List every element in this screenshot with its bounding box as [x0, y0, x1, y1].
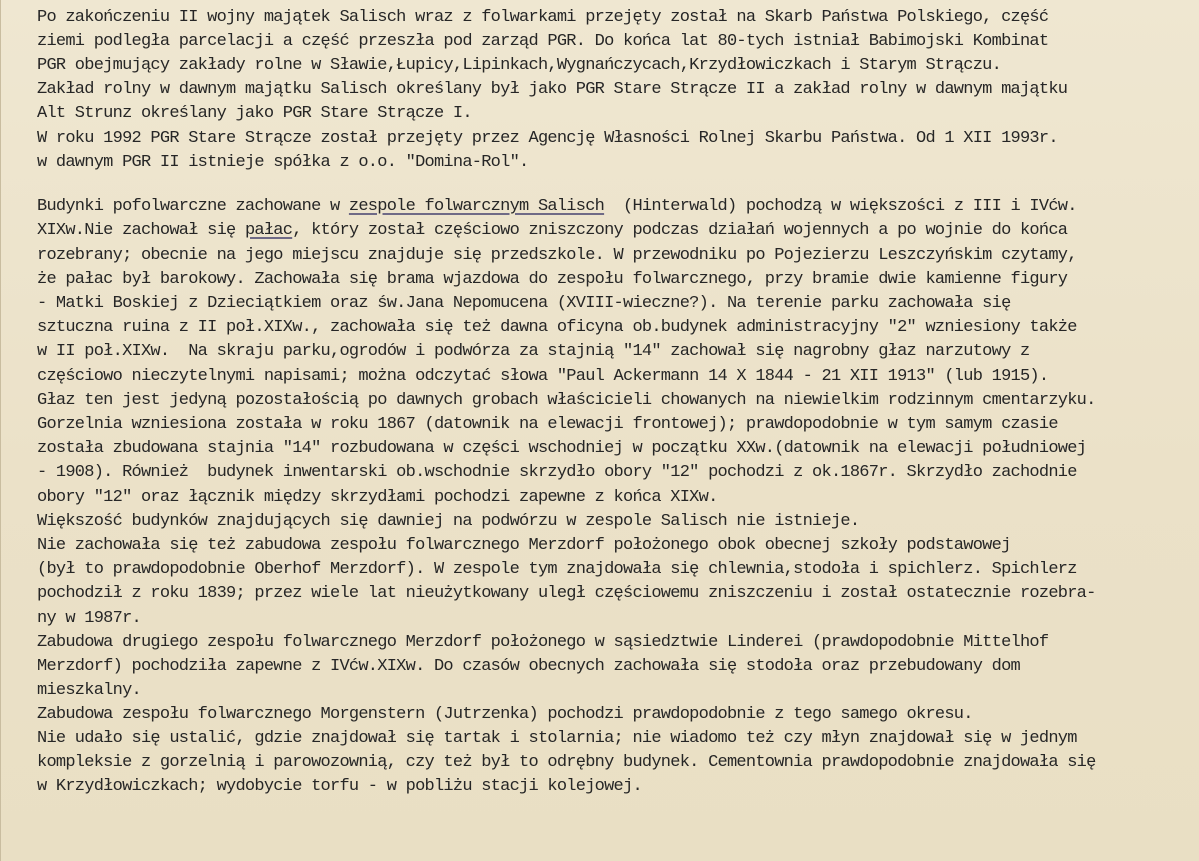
text-line: pochodził z roku 1839; przez wiele lat nieużytkowany uległ częściowemu zniszczeniu i został ostatecznie rozebra- [37, 584, 1096, 603]
text-line: Nie udało się ustalić, gdzie znajdował się tartak i stolarnia; nie wiadomo też czy młyn znajdował się w jednym [37, 729, 1077, 748]
text-line: Zakład rolny w dawnym majątku Salisch określany był jako PGR Stare Strącze II a zakład rolny w dawnym majątku [37, 80, 1068, 99]
text-line: obory "12" oraz łącznik między skrzydłami pochodzi zapewne z końca XIXw. [37, 488, 718, 507]
text-line [37, 196, 1077, 218]
text-line: sztuczna ruina z II poł.XIXw., zachowała się też dawna oficyna ob.budynek administracyjny "2" wzniesiony także [37, 318, 1077, 337]
line-text-after: , który został częściowo zniszczony podczas działań wojennych a po wojnie do końca [292, 221, 1068, 240]
text-line: Alt Strunz określany jako PGR Stare Strącze I. [37, 104, 472, 123]
text-line: - 1908). Również budynek inwentarski ob.wschodnie skrzydło obory "12" pochodzi z ok.1867r. Skrzydło zachodnie [37, 463, 1077, 482]
text-line: częściowo nieczytelnymi napisami; można odczytać słowa "Paul Ackermann 14 X 1844 - 21 XII 1913" (lub 1915). [37, 367, 1049, 386]
text-line: w II poł.XIXw. Na skraju parku,ogrodów i podwórza za stajnią "14" zachował się nagrobny głaz narzutowy z [37, 342, 1030, 361]
text-line: Gorzelnia wzniesiona została w roku 1867 (datownik na elewacji frontowej); prawdopodobnie w tym samym czasie [37, 415, 1058, 434]
text-line: w dawnym PGR II istnieje spółka z o.o. "Domina-Rol". [37, 153, 529, 172]
underlined-term: pałac [244, 221, 293, 240]
text-line: kompleksie z gorzelnią i parowozownią, czy też był to odrębny budynek. Cementownia prawdopodobnie znajdowała się [37, 753, 1096, 772]
text-line [37, 220, 1067, 242]
text-line: mieszkalny. [37, 681, 141, 700]
text-line: Nie zachowała się też zabudowa zespołu folwarcznego Merzdorf położonego obok obecnej szkoły podstawowej [37, 536, 1011, 555]
text-line: w Krzydłowiczkach; wydobycie torfu - w pobliżu stacji kolejowej. [37, 777, 642, 796]
text-line: ny w 1987r. [37, 609, 141, 628]
text-line: ziemi podległa parcelacji a część przeszła pod zarząd PGR. Do końca lat 80-tych istniał Babimojski Kombinat [37, 32, 1049, 51]
line-text-before: XIXw.Nie zachował się [37, 221, 245, 240]
text-line: - Matki Boskiej z Dzieciątkiem oraz św.Jana Nepomucena (XVIII-wieczne?). Na terenie parku zachowała się [37, 294, 1011, 313]
text-line: Merzdorf) pochodziła zapewne z IVćw.XIXw. Do czasów obecnych zachowała się stodoła oraz przebudowany dom [37, 657, 1020, 676]
text-line: Głaz ten jest jedyną pozostałością po dawnych grobach właścicieli chowanych na niewielkim rodzinnym cmentarzyku. [37, 391, 1096, 410]
text-line: Zabudowa zespołu folwarcznego Morgenstern (Jutrzenka) pochodzi prawdopodobnie z tego samego okresu. [37, 705, 973, 724]
text-line: Większość budynków znajdujących się dawniej na podwórzu w zespole Salisch nie istnieje. [37, 512, 860, 531]
text-line: Zabudowa drugiego zespołu folwarcznego Merzdorf położonego w sąsiedztwie Linderei (prawdopodobnie Mittelhof [37, 633, 1049, 652]
text-line: została zbudowana stajnia "14" rozbudowana w części wschodniej w początku XXw.(datownik na elewacji południowej [37, 439, 1087, 458]
text-line: W roku 1992 PGR Stare Strącze został przejęty przez Agencję Własności Rolnej Skarbu Państwa. Od 1 XII 1993r. [37, 129, 1058, 148]
line-text-after: (Hinterwald) pochodzą w większości z III i IVćw. [604, 197, 1077, 216]
line-text-before: Budynki pofolwarczne zachowane w [37, 197, 349, 216]
text-line: rozebrany; obecnie na jego miejscu znajduje się przedszkole. W przewodniku po Pojezierzu Leszczyńskim czytamy, [37, 246, 1077, 265]
text-line: że pałac był barokowy. Zachowała się brama wjazdowa do zespołu folwarcznego, przy bramie dwie kamienne figury [37, 270, 1068, 289]
text-line: (był to prawdopodobnie Oberhof Merzdorf). W zespole tym znajdowała się chlewnia,stodoła i spichlerz. Spichlerz [37, 560, 1077, 579]
text-line: PGR obejmujący zakłady rolne w Sławie,Łupicy,Lipinkach,Wygnańczycach,Krzydłowiczkach i Starym Strączu. [37, 56, 1002, 75]
text-line: Po zakończeniu II wojny majątek Salisch wraz z folwarkami przejęty został na Skarb Państwa Polskiego, część [37, 8, 1049, 27]
underlined-term: zespole folwarcznym Salisch [348, 197, 605, 216]
